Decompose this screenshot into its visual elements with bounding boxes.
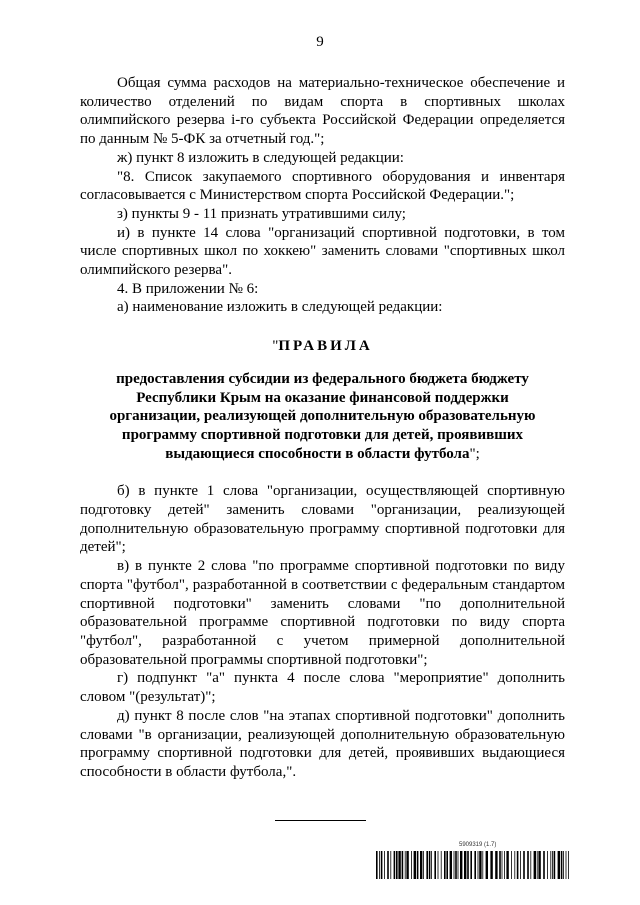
- barcode-bar: [444, 851, 446, 879]
- barcode-bar: [479, 851, 481, 879]
- barcode-bar: [384, 851, 385, 879]
- rules-title: [80, 337, 565, 356]
- barcode-bar: [420, 851, 422, 879]
- barcode-bar: [398, 851, 400, 879]
- barcode-bar: [460, 851, 462, 879]
- footer-divider: [275, 820, 366, 821]
- barcode-bar: [537, 851, 538, 879]
- barcode-bar: [406, 851, 408, 879]
- barcode-bar: [467, 851, 469, 879]
- paragraph: д) пункт 8 после слов "на этапах спортивной подготовки" дополнить словами "в организации, реализующей дополнительную образовательную программу спортивной подготовки для детей, проявивших выдающиеся способности в области футбола,".: [80, 707, 565, 780]
- barcode-bar: [458, 851, 459, 879]
- barcode-bar: [538, 851, 540, 879]
- barcode-bar: [417, 851, 419, 879]
- barcode-bar: [441, 851, 442, 879]
- subtitle-text: предоставления субсидии из федерального бюджета бюджету Республики Крым на оказание финансовой поддержки организации, реализующей дополнительную образовательную программу спортивной подготовки для детей, проявивших выдающиеся способности в области футбола: [109, 370, 536, 462]
- barcode-bar: [394, 851, 396, 879]
- title-main-text: ПРАВИЛА: [278, 338, 373, 355]
- barcode-bar: [414, 851, 416, 879]
- barcode-bar: [446, 851, 448, 879]
- barcode-bar: [474, 851, 476, 879]
- paragraph: ж) пункт 8 изложить в следующей редакции:: [117, 149, 404, 166]
- barcode-bar: [568, 851, 569, 879]
- barcode: [376, 851, 569, 879]
- paragraph: в) в пункте 2 слова "по программе спортивной подготовки по виду спорта "футбол", разработанной в соответствии с федеральным стандартом спортивной подготовки" заменить словами "по дополнительной образовательной программе спортивной подготовки по виду спорта "футбол", разработанной с учетом примерной дополнительной образовательной программы спортивной подготовки";: [80, 558, 565, 668]
- barcode-bar: [511, 851, 512, 879]
- barcode-bar: [381, 851, 383, 879]
- barcode-bar: [482, 851, 483, 879]
- barcode-bar: [490, 851, 492, 879]
- barcode-bar: [387, 851, 389, 879]
- paragraph: з) пункты 9 - 11 признать утратившими силу;: [117, 205, 406, 222]
- barcode-bar: [523, 851, 525, 879]
- barcode-bar: [499, 851, 501, 879]
- barcode-bar: [434, 851, 436, 879]
- barcode-bar: [429, 851, 431, 879]
- barcode-bar: [438, 851, 439, 879]
- barcode-bar: [517, 851, 519, 879]
- rules-subtitle: [93, 370, 553, 464]
- barcode-bar: [470, 851, 472, 879]
- barcode-bar: [450, 851, 452, 879]
- barcode-bar: [543, 851, 545, 879]
- barcode-bar: [402, 851, 404, 879]
- paragraph: "8. Список закупаемого спортивного оборудования и инвентаря согласовывается с Министерством спорта Российской Федерации.";: [80, 168, 565, 204]
- barcode-bar: [504, 851, 505, 879]
- barcode-bar: [547, 851, 548, 879]
- barcode-bar: [558, 851, 560, 879]
- barcode-bar: [390, 851, 391, 879]
- barcode-bar: [486, 851, 488, 879]
- barcode-bar: [554, 851, 556, 879]
- barcode-bar: [454, 851, 455, 879]
- barcode-bar: [379, 851, 380, 879]
- barcode-bar: [527, 851, 529, 879]
- barcode-bar: [455, 851, 457, 879]
- barcode-bar: [478, 851, 479, 879]
- document-code: 5909319 (1.7): [459, 842, 497, 848]
- barcode-bar: [506, 851, 508, 879]
- paragraph: а) наименование изложить в следующей редакции:: [117, 299, 443, 316]
- barcode-bar: [405, 851, 406, 879]
- barcode-bar: [431, 851, 432, 879]
- barcode-bar: [411, 851, 412, 879]
- paragraph: б) в пункте 1 слова "организации, осуществляющей спортивную подготовку детей" заменить словами "организации, реализующей дополнительную образовательную программу спортивной подготовки для детей";: [80, 483, 565, 556]
- paragraph: 4. В приложении № 6:: [117, 280, 259, 297]
- barcode-bar: [423, 851, 424, 879]
- rules-title-block: [80, 337, 565, 463]
- barcode-bar: [550, 851, 551, 879]
- barcode-bar: [514, 851, 515, 879]
- paragraph: г) подпункт "а" пункта 4 после слова "мероприятие" дополнить словом "(результат)";: [80, 670, 565, 706]
- barcode-bar: [426, 851, 428, 879]
- paragraph: и) в пункте 14 слова "организаций спортивной подготовки, в том числе спортивных школ по хоккею" заменить словами "спортивных школ олимпийского резерва".: [80, 224, 565, 279]
- barcode-bar: [376, 851, 378, 879]
- barcode-bar: [502, 851, 503, 879]
- subtitle-tail: ";: [469, 445, 480, 462]
- barcode-bar: [534, 851, 536, 879]
- barcode-bar: [396, 851, 398, 879]
- barcode-bar: [566, 851, 567, 879]
- page-number: 9: [316, 34, 324, 50]
- barcode-bar: [561, 851, 563, 879]
- document-body: [80, 74, 565, 782]
- barcode-bar: [530, 851, 531, 879]
- barcode-bar: [552, 851, 553, 879]
- barcode-bar: [520, 851, 521, 879]
- barcode-bar: [495, 851, 497, 879]
- barcode-bar: [464, 851, 466, 879]
- paragraph: Общая сумма расходов на материально-техническое обеспечение и количество отделений по видам спорта в спортивных школах олимпийского резерва i-го субъекта Российской Федерации определяется по данным № 5-ФК за отчетный год.";: [80, 75, 565, 148]
- title-open-quote: ": [272, 338, 279, 355]
- barcode-bar: [563, 851, 564, 879]
